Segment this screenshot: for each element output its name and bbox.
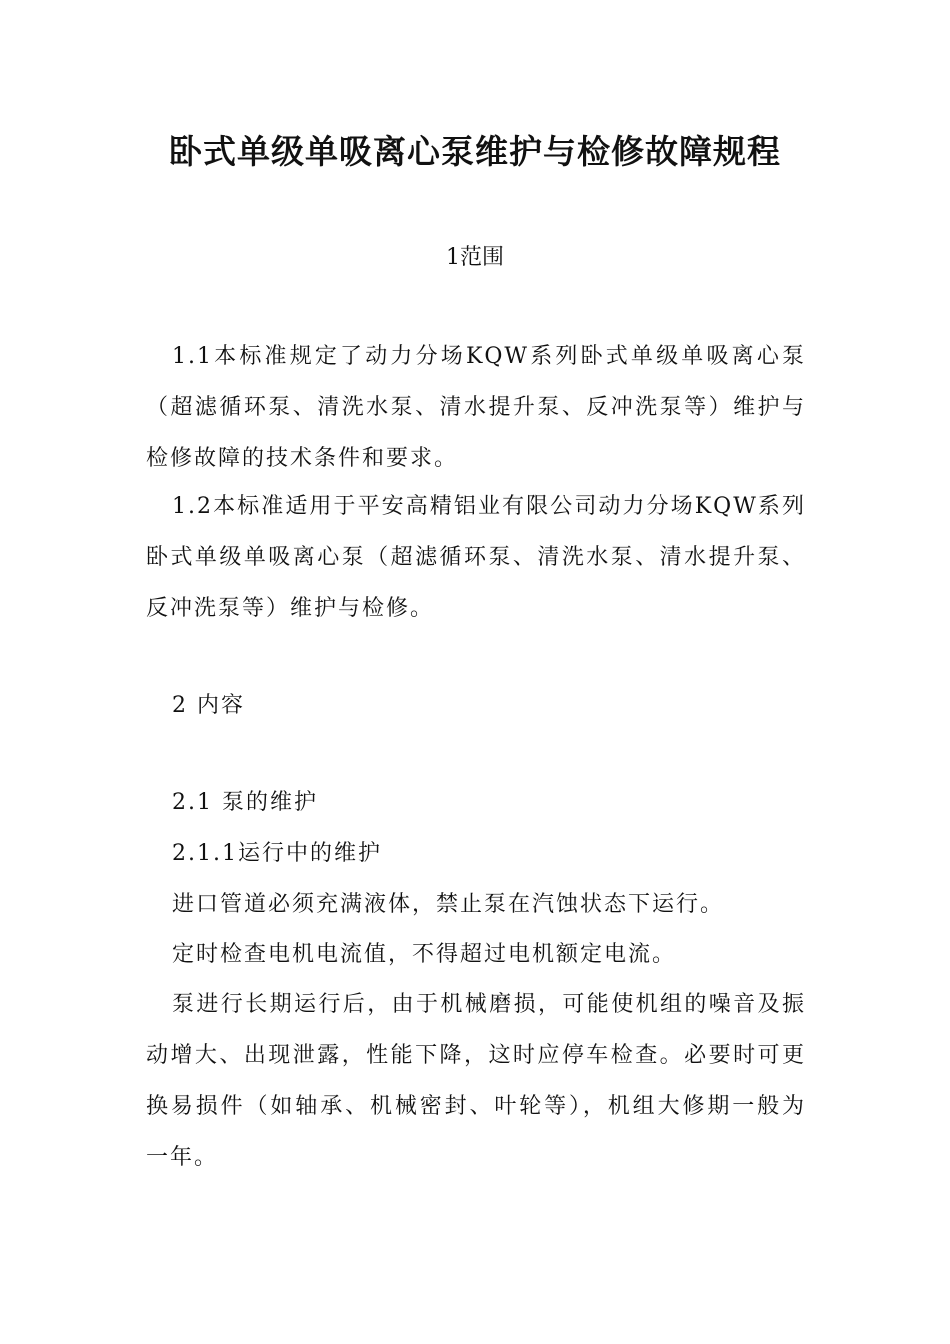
subsection-2-1-1-heading: 2.1.1运行中的维护 [172, 841, 382, 866]
long-run-maintenance-paragraph: 泵进行长期运行后，由于机械磨损，可能使机组的噪音及振动增大、出现泄露，性能下降，这时应停车检查。必要时可更换易损件（如轴承、机械密封、叶轮等），机组大修期一般为一年。 [146, 992, 806, 1170]
paragraph-1-1: 1.1本标准规定了动力分场KQW系列卧式单级单吸离心泵（超滤循环泵、清洗水泵、清水提升泵、反冲洗泵等）维护与检修故障的技术条件和要求。 [146, 344, 806, 471]
section-2-heading: 2 内容 [172, 693, 245, 718]
paragraph-1-2: 1.2本标准适用于平安高精铝业有限公司动力分场KQW系列卧式单级单吸离心泵（超滤循环泵、清洗水泵、清水提升泵、反冲洗泵等）维护与检修。 [146, 494, 806, 621]
inlet-pipe-instruction: 进口管道必须充满液体，禁止泵在汽蚀状态下运行。 [172, 892, 725, 917]
subsection-2-1-heading: 2.1 泵的维护 [172, 790, 318, 815]
section-1-heading: 1范围 [446, 245, 504, 270]
current-check-instruction: 定时检查电机电流值，不得超过电机额定电流。 [172, 942, 677, 967]
document-title: 卧式单级单吸离心泵维护与检修故障规程 [169, 132, 781, 171]
